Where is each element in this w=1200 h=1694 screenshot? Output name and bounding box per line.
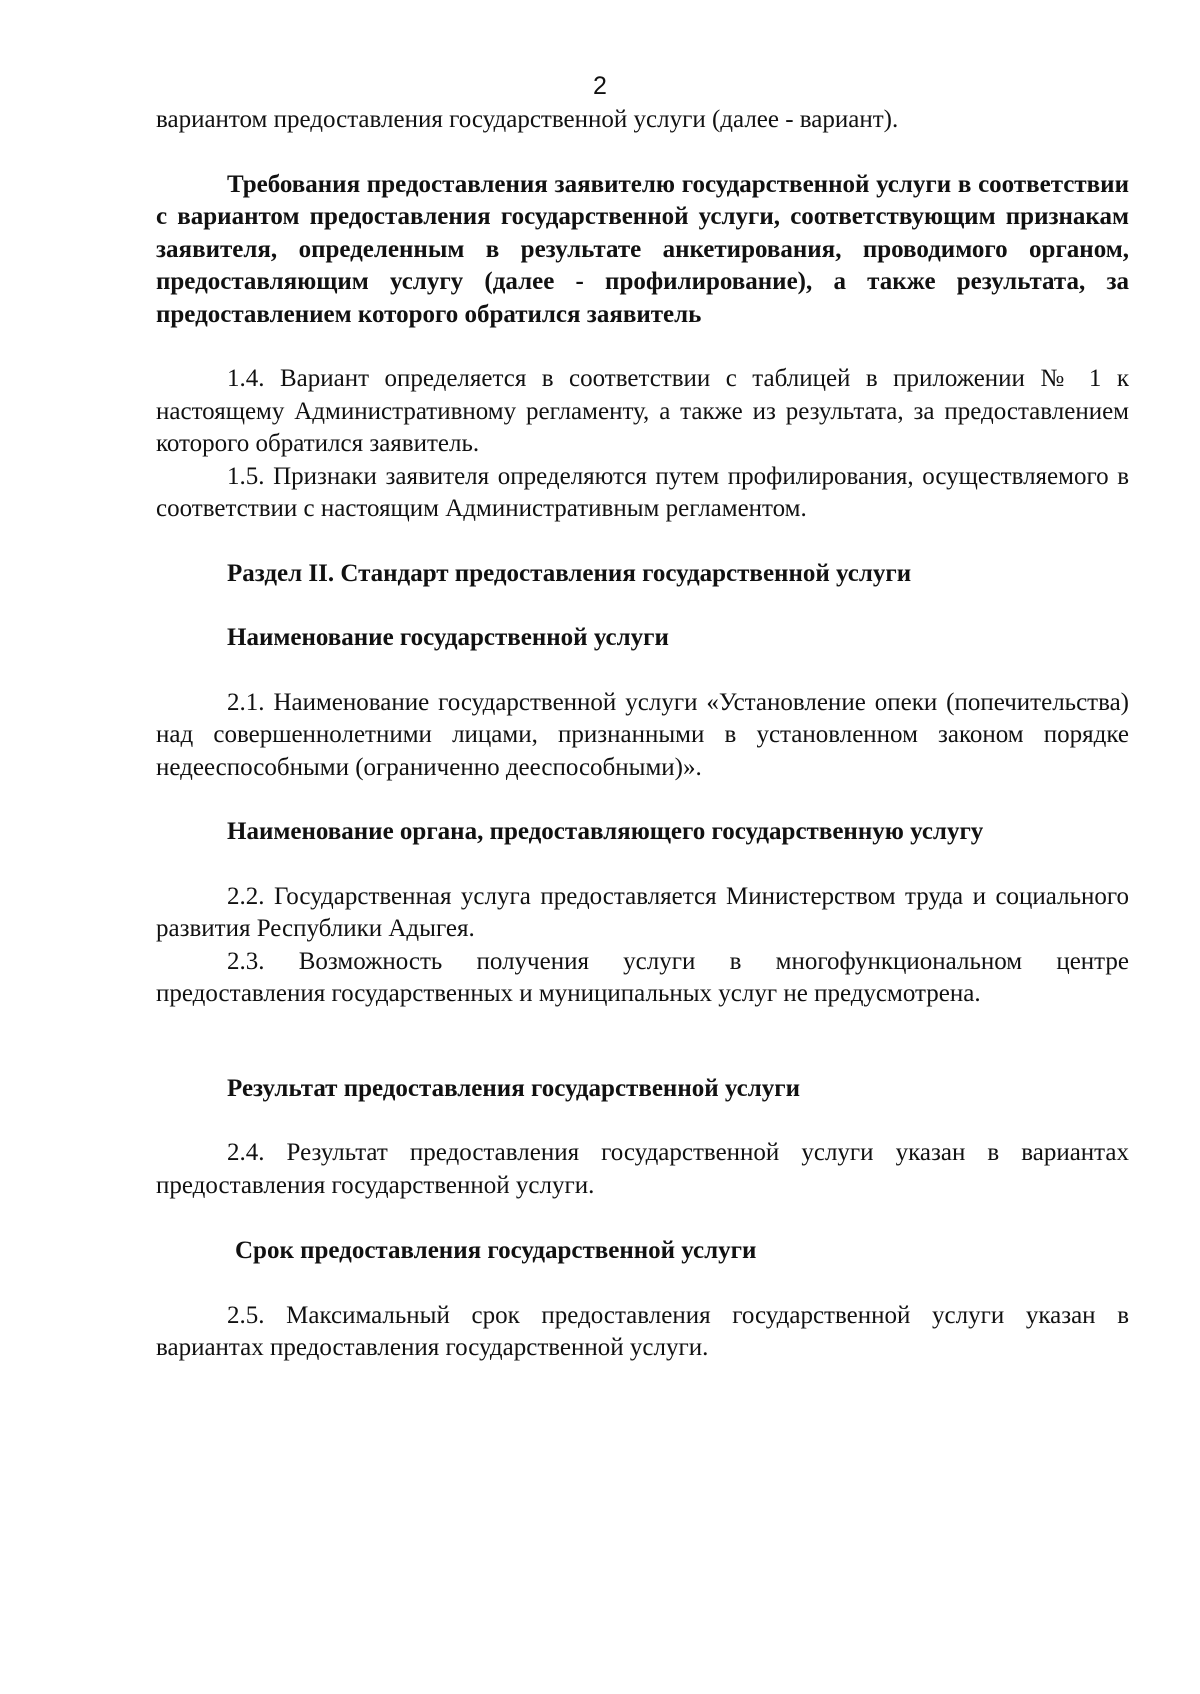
spacer <box>156 1011 1129 1073</box>
spacer <box>156 1202 1129 1235</box>
requirements-heading: Требования предоставления заявителю государственной услуги в соответствии с вариантом предоставления государственной услуги, соответствующим признакам заявителя, определенным в результате анкетирования, проводимого органом, предоставляющим услугу (далее - профилирование), а также результата, за предоставлением которого обратился заявитель <box>156 170 1129 328</box>
result-heading: Результат предоставления государственной услуги <box>227 1074 800 1102</box>
document-body <box>156 104 1129 1365</box>
paragraph-2-5: 2.5. Максимальный срок предоставления государственной услуги указан в вариантах предоставления государственной услуги. <box>156 1301 1129 1361</box>
section-2-heading: Раздел II. Стандарт предоставления государственной услуги <box>227 559 912 587</box>
service-name-heading: Наименование государственной услуги <box>227 624 669 651</box>
spacer <box>156 590 1129 622</box>
paragraph-2-1: 2.1. Наименование государственной услуги «Установление опеки (попечительства) над совершеннолетними лицами, признанными в установленном законом порядке недееспособными (ограниченно дееспособными)». <box>156 688 1129 781</box>
paragraph-2-3: 2.3. Возможность получения услуги в многофункциональном центре предоставления государственных и муниципальных услуг не предусмотрена. <box>156 947 1129 1007</box>
spacer <box>156 526 1129 558</box>
page-number: 2 <box>593 72 607 100</box>
spacer <box>156 655 1129 687</box>
organ-heading: Наименование органа, предоставляющего государственную услугу <box>227 818 984 845</box>
spacer <box>156 331 1129 363</box>
spacer <box>156 1268 1129 1300</box>
intro-paragraph: вариантом предоставления государственной услуги (далее - вариант). <box>156 106 899 133</box>
spacer <box>156 849 1129 881</box>
paragraph-1-4: 1.4. Вариант определяется в соответствии с таблицей в приложении № 1 к настоящему Административному регламенту, а также из результата, за предоставлением которого обратился заявитель. <box>156 365 1129 457</box>
paragraph-2-2: 2.2. Государственная услуга предоставляется Министерством труда и социального развития Республики Адыгея. <box>156 882 1129 942</box>
spacer <box>156 137 1129 169</box>
spacer <box>156 1105 1129 1137</box>
term-heading: Срок предоставления государственной услуги <box>235 1237 757 1264</box>
spacer <box>156 784 1129 816</box>
paragraph-1-5: 1.5. Признаки заявителя определяются путем профилирования, осуществляемого в соответствии с настоящим Административным регламентом. <box>156 462 1129 522</box>
paragraph-2-4: 2.4. Результат предоставления государственной услуги указан в вариантах предоставления государственной услуги. <box>156 1139 1129 1199</box>
